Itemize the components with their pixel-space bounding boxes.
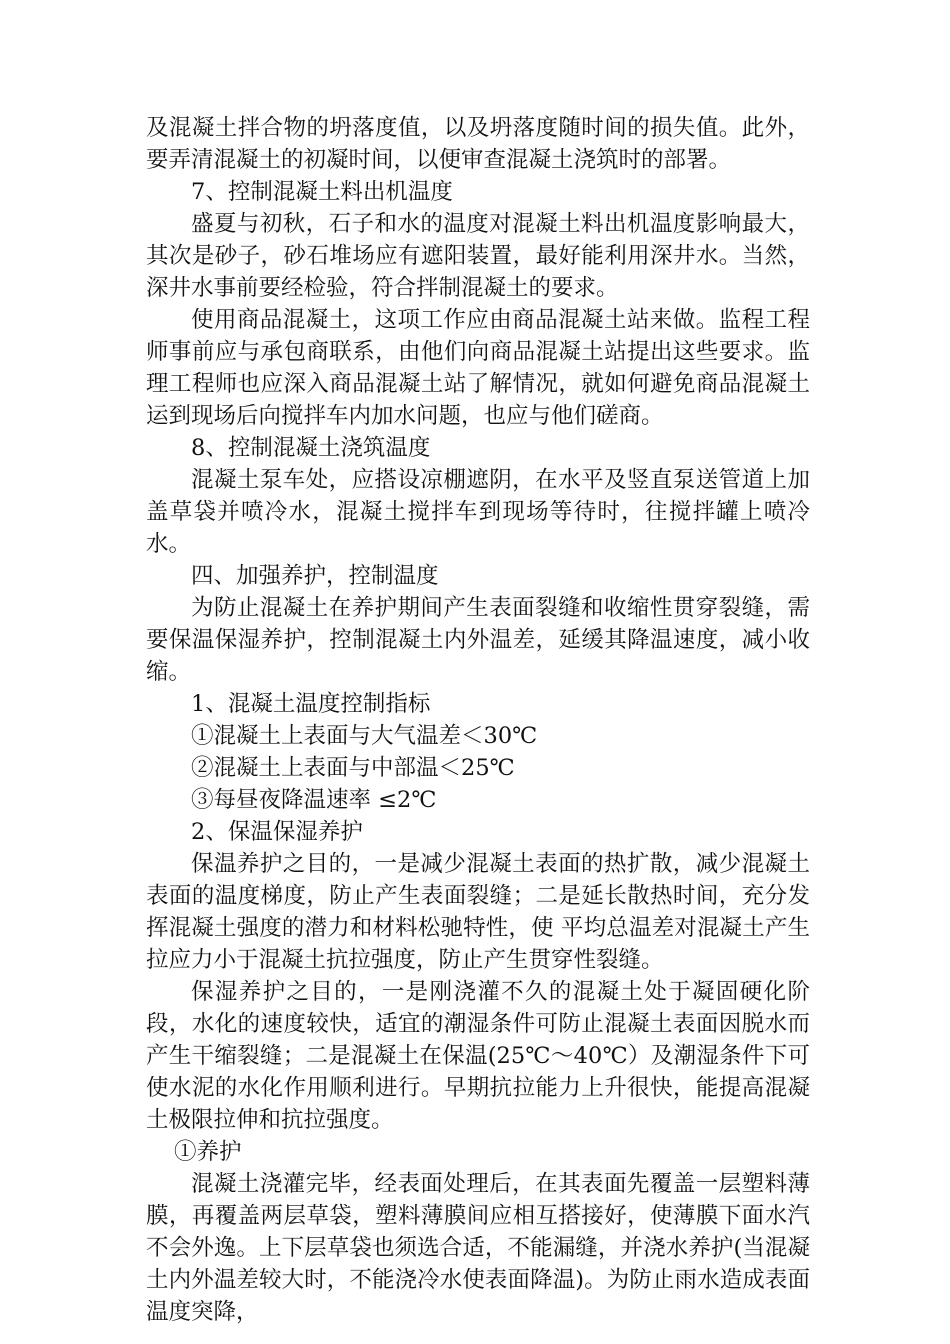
indicator-item-2: ②混凝土上表面与中部温＜25℃ xyxy=(191,755,515,781)
paragraph-insulation-purpose: 保温养护之目的，一是减少混凝土表面的热扩散，减少混凝土表面的温度梯度，防止产生表面裂缝；二是延长散热时间，充分发挥混凝土强度的潜力和材料松驰特性，使 平均总温差对混凝土产生拉应力小于混凝土抗拉强度，防止产生贯穿性裂缝。 xyxy=(146,851,810,973)
document-page xyxy=(146,112,810,1328)
indicator-item-3: ③每昼夜降温速率 ≤2℃ xyxy=(191,787,437,813)
paragraph-moisture-purpose: 保湿养护之目的，一是刚浇灌不久的混凝土处于凝固硬化阶段，水化的速度较快，适宜的潮湿条件可防止混凝土表面因脱水而产生干缩裂缝；二是混凝土在保温(25℃～40℃）及潮湿条件下可使水泥的水化作用顺利进行。早期抗拉能力上升很快，能提高混凝土极限拉伸和抗拉强度。 xyxy=(146,979,810,1133)
heading-section-4-curing: 四、加强养护，控制温度 xyxy=(191,563,439,589)
subheading-curing: ①养护 xyxy=(174,1139,242,1165)
paragraph-curing-purpose: 为防止混凝土在养护期间产生表面裂缝和收缩性贯穿裂缝，需要保温保湿养护，控制混凝土内外温差，延缓其降温速度，减小收缩。 xyxy=(146,595,810,685)
indicator-item-1: ①混凝土上表面与大气温差＜30℃ xyxy=(191,723,538,749)
paragraph-commercial-concrete: 使用商品混凝土，这项工作应由商品混凝土站来做。监程工程师事前应与承包商联系，由他们向商品混凝土站提出这些要求。监理工程师也应深入商品混凝土站了解情况，就如何避免商品混凝土运到现场后向搅拌车内加水问题，也应与他们磋商。 xyxy=(146,307,810,429)
heading-2-insulation-curing: 2、保温保湿养护 xyxy=(191,819,363,845)
paragraph-curing-method: 混凝土浇灌完毕，经表面处理后，在其表面先覆盖一层塑料薄膜，再覆盖两层草袋，塑料薄膜间应相互搭接好，使薄膜下面水汽不会外逸。上下层草袋也须选合适，不能漏缝，并浇水养护(当混凝土内外温差较大时，不能浇冷水使表面降温)。为防止雨水造成表面温度突降， xyxy=(146,1171,810,1325)
paragraph-summer-aggregate: 盛夏与初秋，石子和水的温度对混凝土料出机温度影响最大，其次是砂子，砂石堆场应有遮阳装置，最好能利用深井水。当然，深井水事前要经检验，符合拌制混凝土的要求。 xyxy=(146,211,810,301)
paragraph-pump-truck: 混凝土泵车处，应搭设凉棚遮阴，在水平及竖直泵送管道上加盖草袋并喷冷水，混凝土搅拌车到现场等待时，往搅拌罐上喷冷水。 xyxy=(146,467,810,557)
heading-1-control-indicators: 1、混凝土温度控制指标 xyxy=(191,691,431,717)
heading-8-pouring-temperature: 8、控制混凝土浇筑温度 xyxy=(191,435,431,461)
paragraph-intro: 及混凝土拌合物的坍落度值，以及坍落度随时间的损失值。此外，要弄清混凝土的初凝时间，以便审查混凝土浇筑时的部署。 xyxy=(146,115,810,173)
heading-7-outlet-temperature: 7、控制混凝土料出机温度 xyxy=(191,179,453,205)
